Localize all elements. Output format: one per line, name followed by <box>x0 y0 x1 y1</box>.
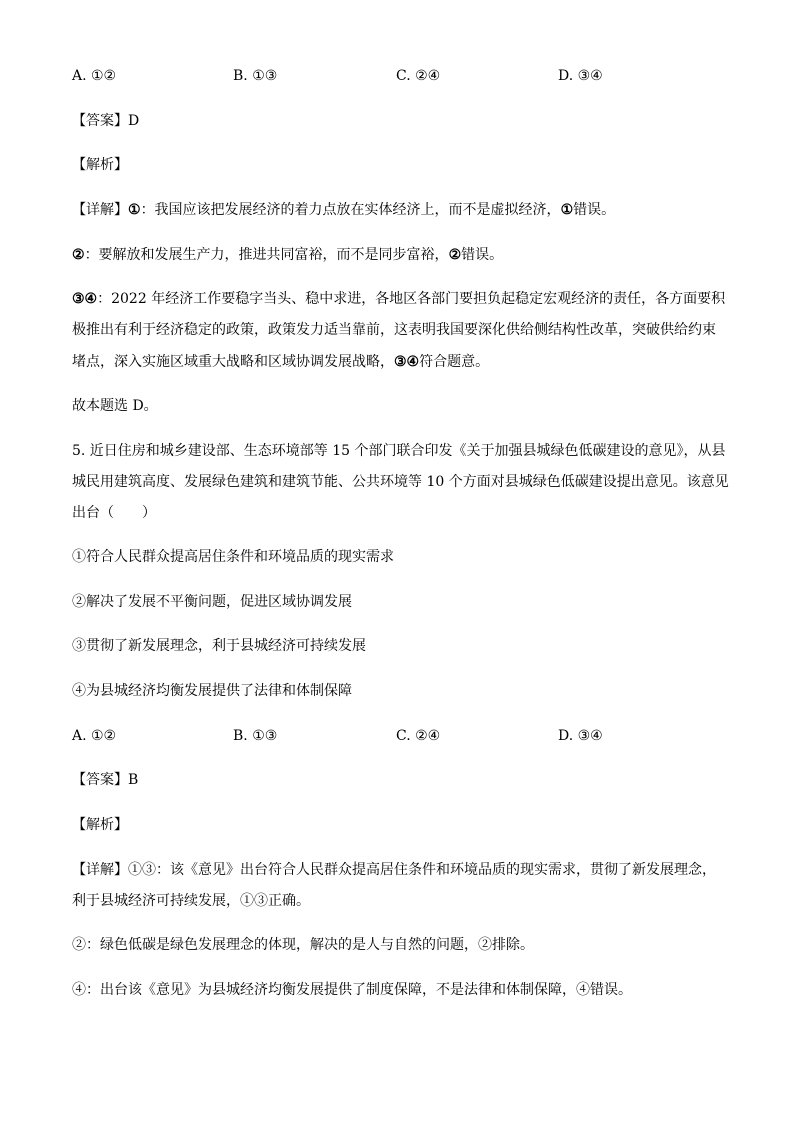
detail-tag: 【详解】 <box>72 202 128 218</box>
answer-tag: 【答案】 <box>72 113 128 129</box>
detail-mark: ② <box>448 247 462 263</box>
q5-detail-1-line2: 利于县城经济可持续发展，①③正确。 <box>72 893 310 909</box>
detail-text: ：要解放和发展生产力，推进共同富裕，而不是同步富裕， <box>84 247 449 263</box>
q5-detail-3: ④：出台该《意见》为县城经济均衡发展提供了制度保障，不是法律和体制保障，④错误。 <box>72 982 632 998</box>
detail-mark: ① <box>560 202 574 218</box>
detail-text: 错误。 <box>461 247 504 263</box>
q5-statement-3: ③贯彻了新发展理念，利于县城经济可持续发展 <box>72 638 366 654</box>
q4-conclusion: 故本题选 D。 <box>72 398 158 414</box>
q5-answer <box>72 770 138 790</box>
q4-options <box>72 66 732 86</box>
detail-mark: ③④ <box>72 291 98 307</box>
q4-option-a: A. ①② <box>72 68 117 84</box>
q4-option-b: B. ①③ <box>233 68 278 84</box>
answer-value: B <box>128 772 139 788</box>
detail-mark: ③④ <box>394 354 420 370</box>
q5-detail-1-line1 <box>72 860 716 880</box>
q5-stem-line2: 城民用建筑高度、发展绿色建筑和建筑节能、公共环境等 10 个方面对县城绿色低碳建设提出意见。该意见 <box>72 474 729 490</box>
q5-option-c: C. ②④ <box>396 728 441 744</box>
q5-analysis-tag: 【解析】 <box>72 817 128 833</box>
q4-detail-3-line3 <box>72 352 489 372</box>
detail-tag: 【详解】 <box>72 862 128 878</box>
detail-mark: ② <box>72 247 85 263</box>
q5-statement-4: ④为县城经济均衡发展提供了法律和体制保障 <box>72 683 352 699</box>
q5-option-a: A. ①② <box>72 728 117 744</box>
q4-analysis-tag: 【解析】 <box>72 157 128 173</box>
q4-option-c: C. ②④ <box>396 68 441 84</box>
detail-text: ：我国应该把发展经济的着力点放在实体经济上，而不是虚拟经济， <box>140 202 561 218</box>
answer-value: D <box>128 113 140 129</box>
q4-detail-3-line1 <box>72 289 725 309</box>
q5-stem-line3: 出台（ ） <box>72 505 156 521</box>
detail-text: 堵点，深入实施区域重大战略和区域协调发展战略， <box>72 354 394 370</box>
q4-detail-2 <box>72 245 503 265</box>
detail-text: ：2022 年经济工作要稳字当头、稳中求进，各地区各部门要担负起稳定宏观经济的责任，各方面要积 <box>97 291 726 307</box>
q4-detail-3-line2: 极推出有利于经济稳定的政策，政策发力适当靠前，这表明我国要深化供给侧结构性改革，突破供给约束 <box>72 322 716 338</box>
q5-statement-2: ②解决了发展不平衡问题，促进区域协调发展 <box>72 594 352 610</box>
detail-mark: ① <box>128 202 141 218</box>
detail-text: 错误。 <box>573 202 616 218</box>
q5-options <box>72 726 732 746</box>
q4-answer <box>72 111 139 131</box>
q4-detail-1 <box>72 200 615 220</box>
answer-tag: 【答案】 <box>72 772 128 788</box>
detail-text: 符合题意。 <box>419 354 490 370</box>
q5-option-d: D. ③④ <box>558 728 603 744</box>
detail-text: ①③：该《意见》出台符合人民群众提高居住条件和环境品质的现实需求，贯彻了新发展理念， <box>128 862 716 878</box>
q5-stem-line1: 5. 近日住房和城乡建设部、生态环境部等 15 个部门联合印发《关于加强县城绿色低碳建设的意见》，从县 <box>72 443 726 459</box>
q5-detail-2: ②：绿色低碳是绿色发展理念的体现，解决的是人与自然的问题，②排除。 <box>72 937 534 953</box>
q5-statement-1: ①符合人民群众提高居住条件和环境品质的现实需求 <box>72 549 394 565</box>
q5-option-b: B. ①③ <box>233 728 278 744</box>
q4-option-d: D. ③④ <box>558 68 603 84</box>
